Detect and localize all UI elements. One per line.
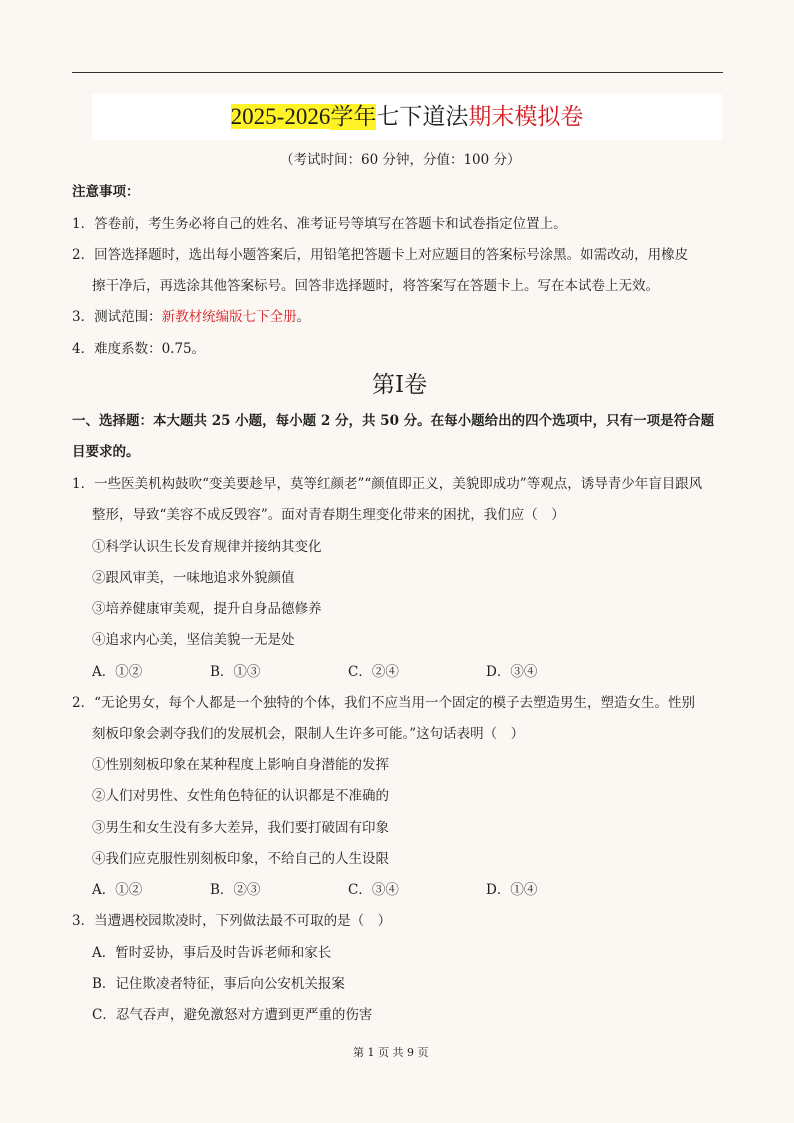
answer-option: A．暂时妥协，事后及时告诉老师和家长 — [92, 945, 332, 961]
answer-option: C．③④ — [348, 882, 399, 898]
statement: ②跟风审美，一味地追求外貌颜值 — [92, 570, 295, 586]
note-item: 擦干净后，再选涂其他答案标号。回答非选择题时，将答案写在答题卡上。写在本试卷上无效。 — [92, 278, 659, 294]
answer-option: A．①② — [92, 664, 143, 680]
exam-info: （考试时间：60 分钟，分值：100 分） — [280, 152, 521, 168]
question-stem: 刻板印象会剥夺我们的发展机会，限制人生许多可能。”这句话表明（ ） — [92, 726, 525, 742]
section-title: 第I卷 — [372, 372, 428, 398]
question-stem: 2．“无论男女，每个人都是一个独特的个体，我们不应当用一个固定的模子去塑造男生，塑造女生。性别 — [72, 695, 695, 711]
question-stem: 整形，导致“美容不成反毁容”。面对青春期生理变化带来的困扰，我们应（ ） — [92, 507, 565, 523]
statement: ②人们对男性、女性角色特征的认识都是不准确的 — [92, 788, 389, 804]
note-item: 1．答卷前，考生务必将自己的姓名、准考证号等填写在答题卡和试卷指定位置上。 — [72, 216, 567, 232]
answer-option: B．②③ — [210, 882, 261, 898]
note-item: 2．回答选择题时，选出每小题答案后，用铅笔把答题卡上对应题目的答案标号涂黑。如需改动，用橡皮 — [72, 247, 689, 263]
section-instruction: 一、选择题：本大题共 25 小题，每小题 2 分，共 50 分。在每小题给出的四个选项中，只有一项是符合题 — [72, 413, 715, 429]
statement: ④追求内心美，坚信美貌一无是处 — [92, 632, 295, 648]
exam-title — [92, 94, 722, 140]
answer-option: B．①③ — [210, 664, 261, 680]
statement: ①性别刻板印象在某种程度上影响自身潜能的发挥 — [92, 757, 389, 773]
answer-option: B．记住欺凌者特征，事后向公安机关报案 — [92, 976, 345, 992]
note-difficulty: 4．难度系数：0.75。 — [72, 341, 206, 357]
title-school-year: 学年 — [330, 104, 377, 130]
statement: ③男生和女生没有多大差异，我们要打破固有印象 — [92, 820, 389, 836]
answer-option: D．①④ — [486, 882, 538, 898]
scope-value: 新教材统编版七下全册 — [161, 309, 297, 325]
title-year: 2025-2026 — [230, 104, 331, 129]
answer-option: C．忍气吞声，避免激怒对方遭到更严重的伤害 — [92, 1007, 373, 1023]
section-instruction: 目要求的。 — [72, 444, 140, 460]
question-stem: 3．当遭遇校园欺凌时，下列做法最不可取的是（ ） — [72, 913, 392, 929]
scope-prefix: 3．测试范围： — [72, 309, 162, 325]
answer-option: A．①② — [92, 882, 143, 898]
title-subject: 七下道法 — [376, 104, 469, 130]
top-rule — [72, 72, 723, 73]
notes-heading: 注意事项： — [72, 184, 140, 200]
statement: ③培养健康审美观，提升自身品德修养 — [92, 601, 322, 617]
page-footer: 第 1 页 共 9 页 — [353, 1046, 429, 1059]
scope-suffix: 。 — [296, 309, 311, 325]
statement: ④我们应克服性别刻板印象，不给自己的人生设限 — [92, 851, 389, 867]
question-stem: 1．一些医美机构鼓吹“变美要趁早，莫等红颜老”“颜值即正义，美貌即成功”等观点，诱导青少年盲目跟风 — [72, 476, 703, 492]
answer-option: D．③④ — [486, 664, 538, 680]
title-exam-type: 期末模拟卷 — [468, 104, 584, 130]
statement: ①科学认识生长发育规律并接纳其变化 — [92, 539, 322, 555]
answer-option: C．②④ — [348, 664, 399, 680]
note-scope — [72, 305, 310, 325]
